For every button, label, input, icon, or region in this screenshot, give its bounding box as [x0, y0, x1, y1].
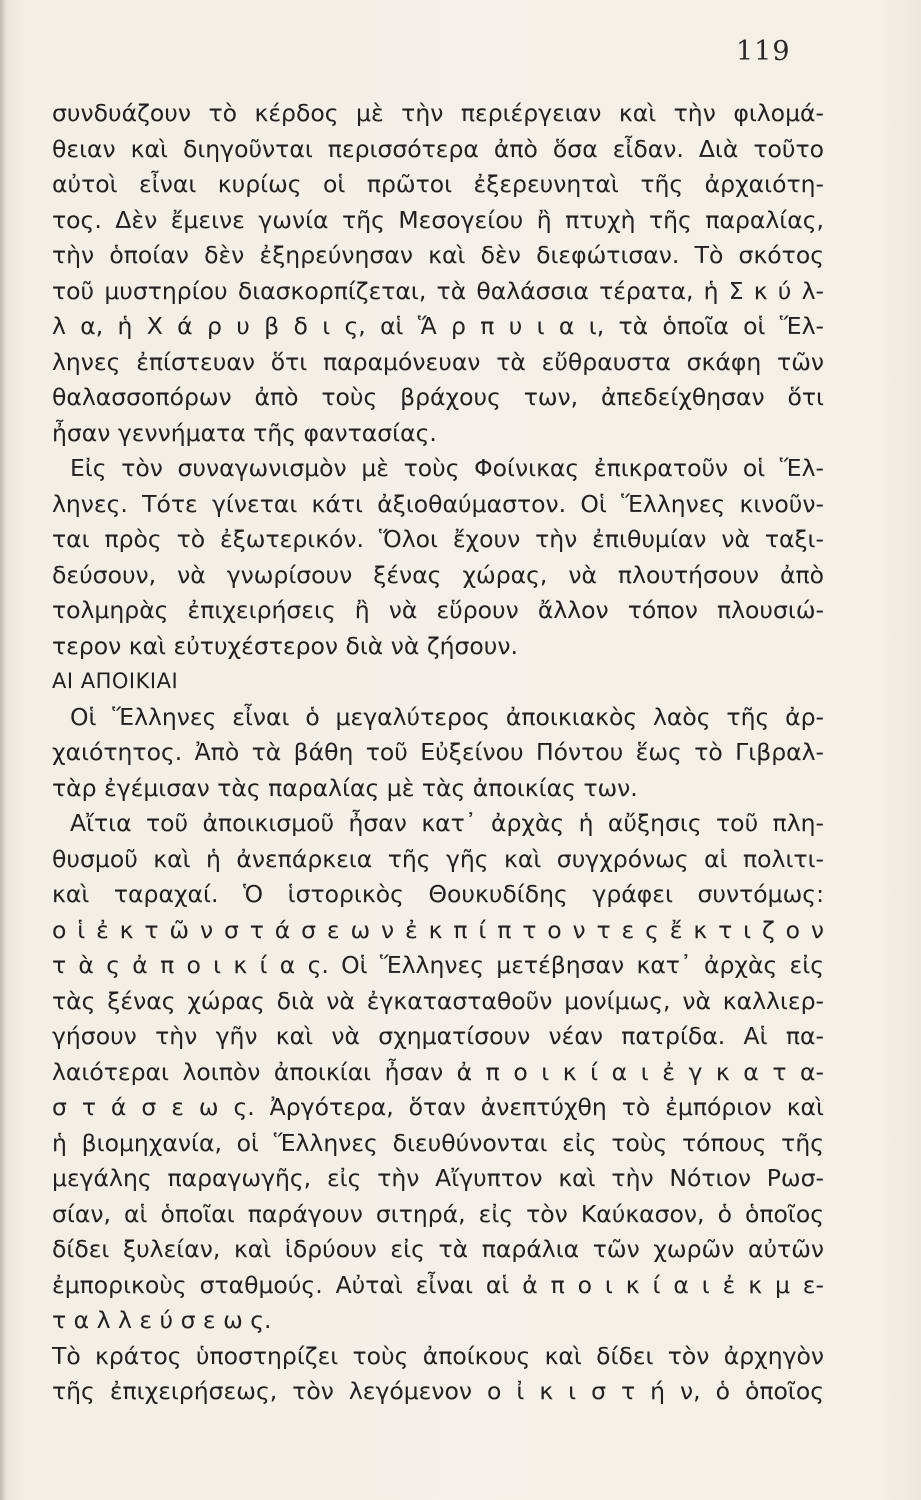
- body-text: [52, 96, 824, 1410]
- text-line: ἦσαν γεννήματα τῆς φαντασίας.: [52, 418, 437, 447]
- text-line: τῆς ἐπιχειρήσεως, τὸν λεγόμενον ο ἰ κ ι σ τ ή ν, ὁ ὁποῖος: [52, 1377, 824, 1405]
- text-line: δίδει ξυλείαν, καὶ ἱδρύουν εἰς τὰ παράλια τῶν χωρῶν αὐτῶν: [52, 1235, 824, 1263]
- text-line: τολμηρὰς ἐπιχειρήσεις ἢ νὰ εὕρουν ἄλλον τόπον πλουσιώ-: [52, 596, 824, 624]
- text-line: ληνες. Τότε γίνεται κάτι ἀξιοθαύμαστον. Οἱ Ἕλληνες κινοῦν-: [52, 489, 824, 518]
- text-line: θυσμοῦ καὶ ἡ ἀνεπάρκεια τῆς γῆς καὶ συγχρόνως αἱ πολιτι-: [52, 844, 824, 873]
- text-line: ἐμπορικοὺς σταθμούς. Αὐταὶ εἶναι αἱ ἀ π ο ι κ ί α ι ἐ κ μ ε-: [52, 1270, 824, 1299]
- text-line: Αἴτια τοῦ ἀποικισμοῦ ἦσαν κατ᾽ ἀρχὰς ἡ αὔξησις τοῦ πλη-: [70, 809, 824, 837]
- text-line: σ τ ά σ ε ω ς. Ἀργότερα, ὅταν ἀνεπτύχθη τὸ ἐμπόριον καὶ: [52, 1093, 824, 1121]
- text-line: τὰς ξένας χώρας διὰ νὰ ἐγκατασταθοῦν μονίμως, νὰ καλλιερ-: [52, 986, 824, 1015]
- text-line: τοῦ μυστηρίου διασκορπίζεται, τὰ θαλάσσια τέρατα, ἡ Σ κ ύ λ-: [52, 276, 824, 305]
- text-line: δεύσουν, νὰ γνωρίσουν ξένας χώρας, νὰ πλουτήσουν ἀπὸ: [52, 560, 824, 589]
- text-line: τὰρ ἐγέμισαν τὰς παραλίας μὲ τὰς ἀποικίας των.: [52, 773, 638, 802]
- text-line: χαιότητος. Ἀπὸ τὰ βάθη τοῦ Εὐξείνου Πόντου ἕως τὸ Γιβραλ-: [52, 738, 824, 766]
- text-line: Τὸ κράτος ὑποστηρίζει τοὺς ἀποίκους καὶ δίδει τὸν ἀρχηγὸν: [52, 1341, 824, 1370]
- text-line: τερον καὶ εὐτυχέστερον διὰ νὰ ζήσουν.: [52, 631, 518, 660]
- text-line: ἡ βιομηχανία, οἱ Ἕλληνες διευθύνονται εἰς τοὺς τόπους τῆς: [52, 1128, 824, 1157]
- text-line: θειαν καὶ διηγοῦνται περισσότερα ἀπὸ ὅσα εἶδαν. Διὰ τοῦτο: [52, 134, 824, 163]
- text-line: συνδυάζουν τὸ κέρδος μὲ τὴν περιέργειαν καὶ τὴν φιλομά-: [52, 99, 824, 127]
- text-line: τ α λ λ ε ύ σ ε ω ς.: [52, 1306, 272, 1334]
- text-line: Εἰς τὸν συναγωνισμὸν μὲ τοὺς Φοίνικας ἐπικρατοῦν οἱ Ἕλ-: [70, 454, 824, 482]
- text-line: λ α, ἡ Χ ά ρ υ β δ ι ς, αἱ Ἅ ρ π υ ι α ι, τὰ ὁποῖα οἱ Ἕλ-: [52, 312, 824, 340]
- binding-edge: [0, 0, 6, 1500]
- text-line: ο ἱ ἐ κ τ ῶ ν σ τ ά σ ε ω ν ἐ κ π ί π τ ο ν τ ε ς ἔ κ τ ι ζ ο ν: [52, 915, 824, 944]
- text-line: Οἱ Ἕλληνες εἶναι ὁ μεγαλύτερος ἀποικιακὸς λαὸς τῆς ἀρ-: [70, 702, 824, 731]
- text-line: ται πρὸς τὸ ἐξωτερικόν. Ὅλοι ἔχουν τὴν ἐπιθυμίαν νὰ ταξι-: [52, 525, 824, 553]
- text-line: γήσουν τὴν γῆν καὶ νὰ σχηματίσουν νέαν πατρίδα. Αἱ πα-: [52, 1022, 824, 1050]
- text-line: μεγάλης παραγωγῆς, εἰς τὴν Αἴγυπτον καὶ τὴν Νότιον Ρωσ-: [52, 1164, 824, 1192]
- text-line: αὐτοὶ εἶναι κυρίως οἱ πρῶτοι ἐξερευνηταὶ τῆς ἀρχαιότη-: [52, 170, 824, 198]
- text-line: σίαν, αἱ ὁποῖαι παράγουν σιτηρά, εἰς τὸν Καύκασον, ὁ ὁποῖος: [52, 1199, 824, 1228]
- text-line: ληνες ἐπίστευαν ὅτι παραμόνευαν τὰ εὔθραυστα σκάφη τῶν: [52, 347, 824, 376]
- text-line: τ ὰ ς ἀ π ο ι κ ί α ς. Οἱ Ἕλληνες μετέβησαν κατ᾽ ἀρχὰς εἰς: [52, 951, 824, 979]
- text-line: καὶ ταραχαί. Ὁ ἱστορικὸς Θουκυδίδης γράφει συντόμως:: [52, 880, 824, 908]
- section-heading: ΑΙ ΑΠΟΙΚΙΑΙ: [52, 669, 179, 693]
- page-number: 119: [736, 36, 791, 67]
- text-line: τὴν ὁποίαν δὲν ἐξηρεύνησαν καὶ δὲν διεφώτισαν. Τὸ σκότος: [52, 241, 824, 269]
- text-line: λαιότεραι λοιπὸν ἀποικίαι ἦσαν ἀ π ο ι κ ί α ι ἐ γ κ α τ α-: [52, 1057, 824, 1086]
- text-line: θαλασσοπόρων ἀπὸ τοὺς βράχους των, ἀπεδείχθησαν ὅτι: [52, 383, 824, 411]
- text-line: τος. Δὲν ἔμεινε γωνία τῆς Μεσογείου ἢ πτυχὴ τῆς παραλίας,: [52, 205, 824, 234]
